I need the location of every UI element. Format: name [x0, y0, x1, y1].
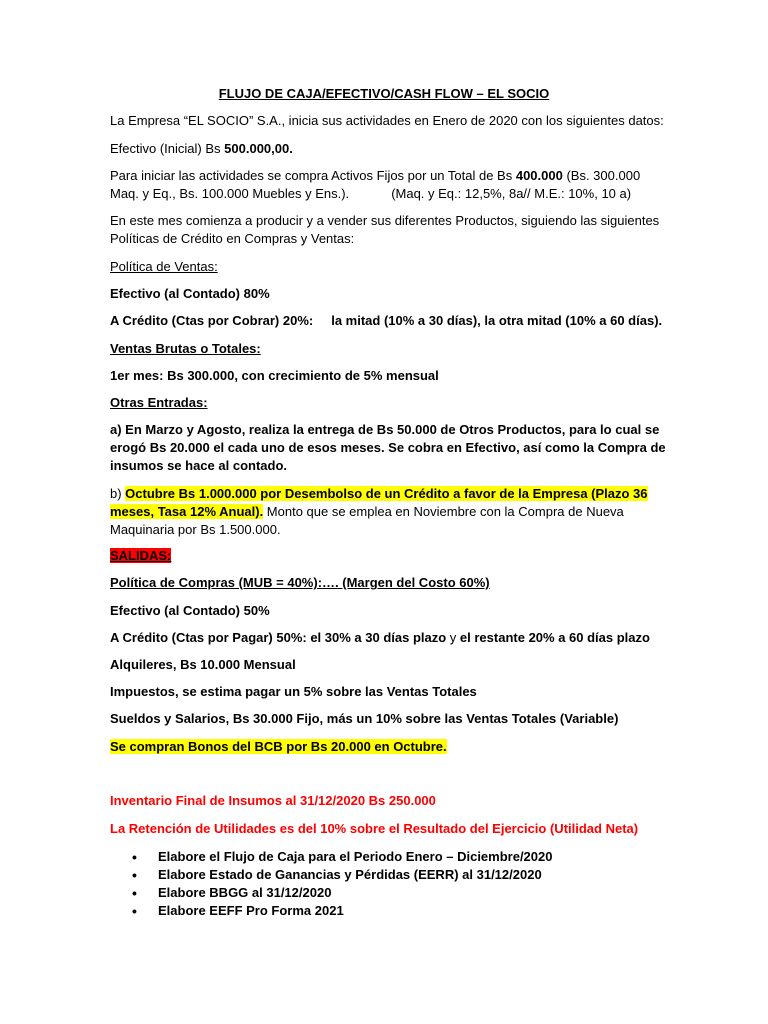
bonos-line	[110, 738, 670, 756]
otras-entradas-a-line2: erogó Bs 20.000 el cada uno de esos meses. Se cobra en Efectivo, así como la Compra de	[110, 440, 666, 455]
list-item: • Elabore Estado de Ganancias y Pérdidas (EERR) al 31/12/2020	[110, 866, 670, 884]
otras-entradas-heading: Otras Entradas:	[110, 395, 208, 410]
list-item: • Elabore BBGG al 31/12/2020	[110, 884, 670, 902]
efectivo-inicial-label: Efectivo (Inicial) Bs	[110, 141, 225, 156]
produccion-paragraph	[110, 212, 670, 248]
intro-text: La Empresa “EL SOCIO” S.A., inicia sus actividades en Enero de 2020 con los siguientes datos:	[110, 113, 664, 128]
ventas-brutas-detail: 1er mes: Bs 300.000, con crecimiento de 5% mensual	[110, 368, 439, 383]
efectivo-inicial-value: 500.000,00.	[224, 141, 293, 156]
otras-entradas-a	[110, 421, 670, 475]
alquileres: Alquileres, Bs 10.000 Mensual	[110, 657, 296, 672]
credito-highlight-1: Octubre Bs 1.000.000 por Desembolso de un Crédito a favor de la Empresa (Plazo 36	[125, 486, 648, 501]
retencion-utilidades: La Retención de Utilidades es del 10% sobre el Resultado del Ejercicio (Utilidad Neta)	[110, 821, 639, 836]
otras-entradas-b-rest2: Maquinaria por Bs 1.500.000.	[110, 522, 281, 537]
salidas-heading-line	[110, 547, 670, 565]
activos-part2: (Bs. 300.000	[562, 168, 641, 183]
ventas-brutas-heading: Ventas Brutas o Totales:	[110, 341, 261, 356]
ventas-credito-label: A Crédito (Ctas por Cobrar) 20%:	[110, 313, 314, 328]
salidas-heading: SALIDAS:	[110, 548, 172, 563]
compras-contado: Efectivo (al Contado) 50%	[110, 603, 270, 618]
list-item: • Elabore el Flujo de Caja para el Periodo Enero – Diciembre/2020	[110, 848, 670, 866]
otras-entradas-b-prefix: b)	[110, 486, 126, 501]
ventas-contado: Efectivo (al Contado) 80%	[110, 286, 270, 301]
compras-credito-y: y	[446, 630, 460, 645]
activos-total: 400.000	[515, 168, 563, 183]
inventario-final: Inventario Final de Insumos al 31/12/2020 Bs 250.000	[110, 793, 436, 808]
otras-entradas-b	[110, 485, 670, 539]
produccion-line2: Políticas de Crédito en Compras y Ventas:	[110, 231, 355, 246]
task-list	[110, 848, 670, 920]
bonos-highlight: Se compran Bonos del BCB por Bs 20.000 en Octubre.	[110, 739, 447, 754]
produccion-line1: En este mes comienza a producir y a vender sus diferentes Productos, siguiendo las siguientes	[110, 213, 660, 228]
sueldos: Sueldos y Salarios, Bs 30.000 Fijo, más un 10% sobre las Ventas Totales (Variable)	[110, 711, 619, 726]
impuestos: Impuestos, se estima pagar un 5% sobre las Ventas Totales	[110, 684, 477, 699]
activos-part1: Para iniciar las actividades se compra Activos Fijos por un Total de Bs	[110, 168, 516, 183]
activos-line2: Maq. y Eq., Bs. 100.000 Muebles y Ens.).	[110, 186, 350, 201]
otras-entradas-b-rest1: Monto que se emplea en Noviembre con la Compra de Nueva	[263, 504, 624, 519]
activos-paragraph	[110, 167, 670, 203]
efectivo-inicial	[110, 140, 670, 158]
ventas-credito	[110, 312, 670, 330]
politica-ventas-heading: Política de Ventas:	[110, 259, 218, 274]
compras-credito-b: el restante 20% a 60 días plazo	[459, 630, 650, 645]
otras-entradas-a-line1: a) En Marzo y Agosto, realiza la entrega de Bs 50.000 de Otros Productos, para lo cual se	[110, 422, 660, 437]
activos-line2-right: (Maq. y Eq.: 12,5%, 8a// M.E.: 10%, 10 a)	[391, 186, 632, 201]
compras-credito	[110, 629, 670, 647]
ventas-credito-detail: la mitad (10% a 30 días), la otra mitad (10% a 60 días).	[331, 313, 663, 328]
compras-credito-a: A Crédito (Ctas por Pagar) 50%: el 30% a 30 días plazo	[110, 630, 447, 645]
list-item: • Elabore EEFF Pro Forma 2021	[110, 902, 670, 920]
document-title: FLUJO DE CAJA/EFECTIVO/CASH FLOW – EL SOCIO	[218, 86, 550, 101]
credito-highlight-2: meses, Tasa 12% Anual).	[110, 504, 264, 519]
compras-heading: Política de Compras (MUB = 40%):…. (Margen del Costo 60%)	[110, 575, 490, 590]
otras-entradas-a-line3: insumos se hace al contado.	[110, 458, 287, 473]
